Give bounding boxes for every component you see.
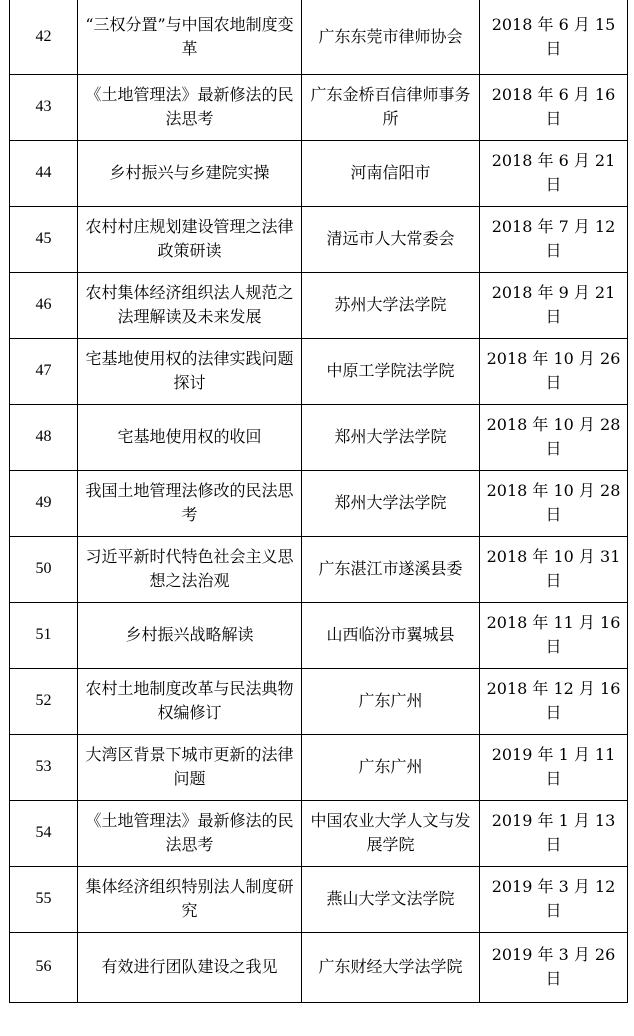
row-number: 46 bbox=[10, 272, 78, 338]
row-number: 47 bbox=[10, 338, 78, 404]
lecture-date: 2019 年 1 月 11 日 bbox=[480, 734, 628, 800]
table-row bbox=[10, 140, 628, 206]
row-number: 48 bbox=[10, 404, 78, 470]
lecture-topic: 我国土地管理法修改的民法思考 bbox=[78, 470, 302, 536]
lecture-topic: 《土地管理法》最新修法的民法思考 bbox=[78, 74, 302, 140]
row-number: 50 bbox=[10, 536, 78, 602]
host-organization: 广东金桥百信律师事务所 bbox=[302, 74, 480, 140]
host-organization: 苏州大学法学院 bbox=[302, 272, 480, 338]
table-row bbox=[10, 272, 628, 338]
lecture-date: 2018 年 6 月 15 日 bbox=[480, 0, 628, 74]
lecture-date: 2018 年 6 月 16 日 bbox=[480, 74, 628, 140]
row-number: 43 bbox=[10, 74, 78, 140]
row-number: 54 bbox=[10, 800, 78, 866]
lecture-topic: 集体经济组织特别法人制度研究 bbox=[78, 866, 302, 932]
lecture-topic: 农村土地制度改革与民法典物权编修订 bbox=[78, 668, 302, 734]
host-organization: 广东广州 bbox=[302, 734, 480, 800]
table-row bbox=[10, 536, 628, 602]
lecture-date: 2018 年 9 月 21 日 bbox=[480, 272, 628, 338]
lecture-date: 2018 年 10 月 28 日 bbox=[480, 470, 628, 536]
lecture-date: 2018 年 11 月 16 日 bbox=[480, 602, 628, 668]
table-row bbox=[10, 0, 628, 74]
table-row bbox=[10, 866, 628, 932]
host-organization: 广东湛江市遂溪县委 bbox=[302, 536, 480, 602]
table-row bbox=[10, 602, 628, 668]
lecture-topic: 《土地管理法》最新修法的民法思考 bbox=[78, 800, 302, 866]
lecture-topic: 宅基地使用权的法律实践问题探讨 bbox=[78, 338, 302, 404]
host-organization: 清远市人大常委会 bbox=[302, 206, 480, 272]
host-organization: 中国农业大学人文与发展学院 bbox=[302, 800, 480, 866]
table-row bbox=[10, 800, 628, 866]
host-organization: 燕山大学文法学院 bbox=[302, 866, 480, 932]
row-number: 53 bbox=[10, 734, 78, 800]
lecture-date: 2018 年 6 月 21 日 bbox=[480, 140, 628, 206]
lecture-topic: 农村村庄规划建设管理之法律政策研读 bbox=[78, 206, 302, 272]
host-organization: 山西临汾市翼城县 bbox=[302, 602, 480, 668]
table-row bbox=[10, 470, 628, 536]
row-number: 51 bbox=[10, 602, 78, 668]
lecture-topic: 大湾区背景下城市更新的法律问题 bbox=[78, 734, 302, 800]
row-number: 44 bbox=[10, 140, 78, 206]
lecture-date: 2018 年 10 月 31 日 bbox=[480, 536, 628, 602]
host-organization: 广东财经大学法学院 bbox=[302, 932, 480, 1002]
lecture-topic: “三权分置”与中国农地制度变革 bbox=[78, 0, 302, 74]
lecture-topic: 乡村振兴与乡建院实操 bbox=[78, 140, 302, 206]
lecture-table-body bbox=[10, 0, 628, 1002]
row-number: 49 bbox=[10, 470, 78, 536]
lecture-topic: 乡村振兴战略解读 bbox=[78, 602, 302, 668]
lecture-date: 2018 年 10 月 26 日 bbox=[480, 338, 628, 404]
row-number: 42 bbox=[10, 0, 78, 74]
host-organization: 中原工学院法学院 bbox=[302, 338, 480, 404]
row-number: 56 bbox=[10, 932, 78, 1002]
lecture-date: 2019 年 1 月 13 日 bbox=[480, 800, 628, 866]
table-row bbox=[10, 404, 628, 470]
host-organization: 郑州大学法学院 bbox=[302, 470, 480, 536]
row-number: 55 bbox=[10, 866, 78, 932]
host-organization: 郑州大学法学院 bbox=[302, 404, 480, 470]
host-organization: 河南信阳市 bbox=[302, 140, 480, 206]
lecture-topic: 宅基地使用权的收回 bbox=[78, 404, 302, 470]
table-row bbox=[10, 734, 628, 800]
lecture-date: 2019 年 3 月 26 日 bbox=[480, 932, 628, 1002]
table-row bbox=[10, 206, 628, 272]
row-number: 45 bbox=[10, 206, 78, 272]
table-row bbox=[10, 932, 628, 1002]
table-row bbox=[10, 74, 628, 140]
table-row bbox=[10, 338, 628, 404]
lecture-table bbox=[9, 0, 628, 1003]
table-row bbox=[10, 668, 628, 734]
host-organization: 广东东莞市律师协会 bbox=[302, 0, 480, 74]
lecture-date: 2018 年 7 月 12 日 bbox=[480, 206, 628, 272]
lecture-date: 2018 年 12 月 16 日 bbox=[480, 668, 628, 734]
lecture-topic: 习近平新时代特色社会主义思想之法治观 bbox=[78, 536, 302, 602]
lecture-date: 2019 年 3 月 12 日 bbox=[480, 866, 628, 932]
lecture-date: 2018 年 10 月 28 日 bbox=[480, 404, 628, 470]
row-number: 52 bbox=[10, 668, 78, 734]
lecture-topic: 有效进行团队建设之我见 bbox=[78, 932, 302, 1002]
host-organization: 广东广州 bbox=[302, 668, 480, 734]
lecture-topic: 农村集体经济组织法人规范之法理解读及未来发展 bbox=[78, 272, 302, 338]
